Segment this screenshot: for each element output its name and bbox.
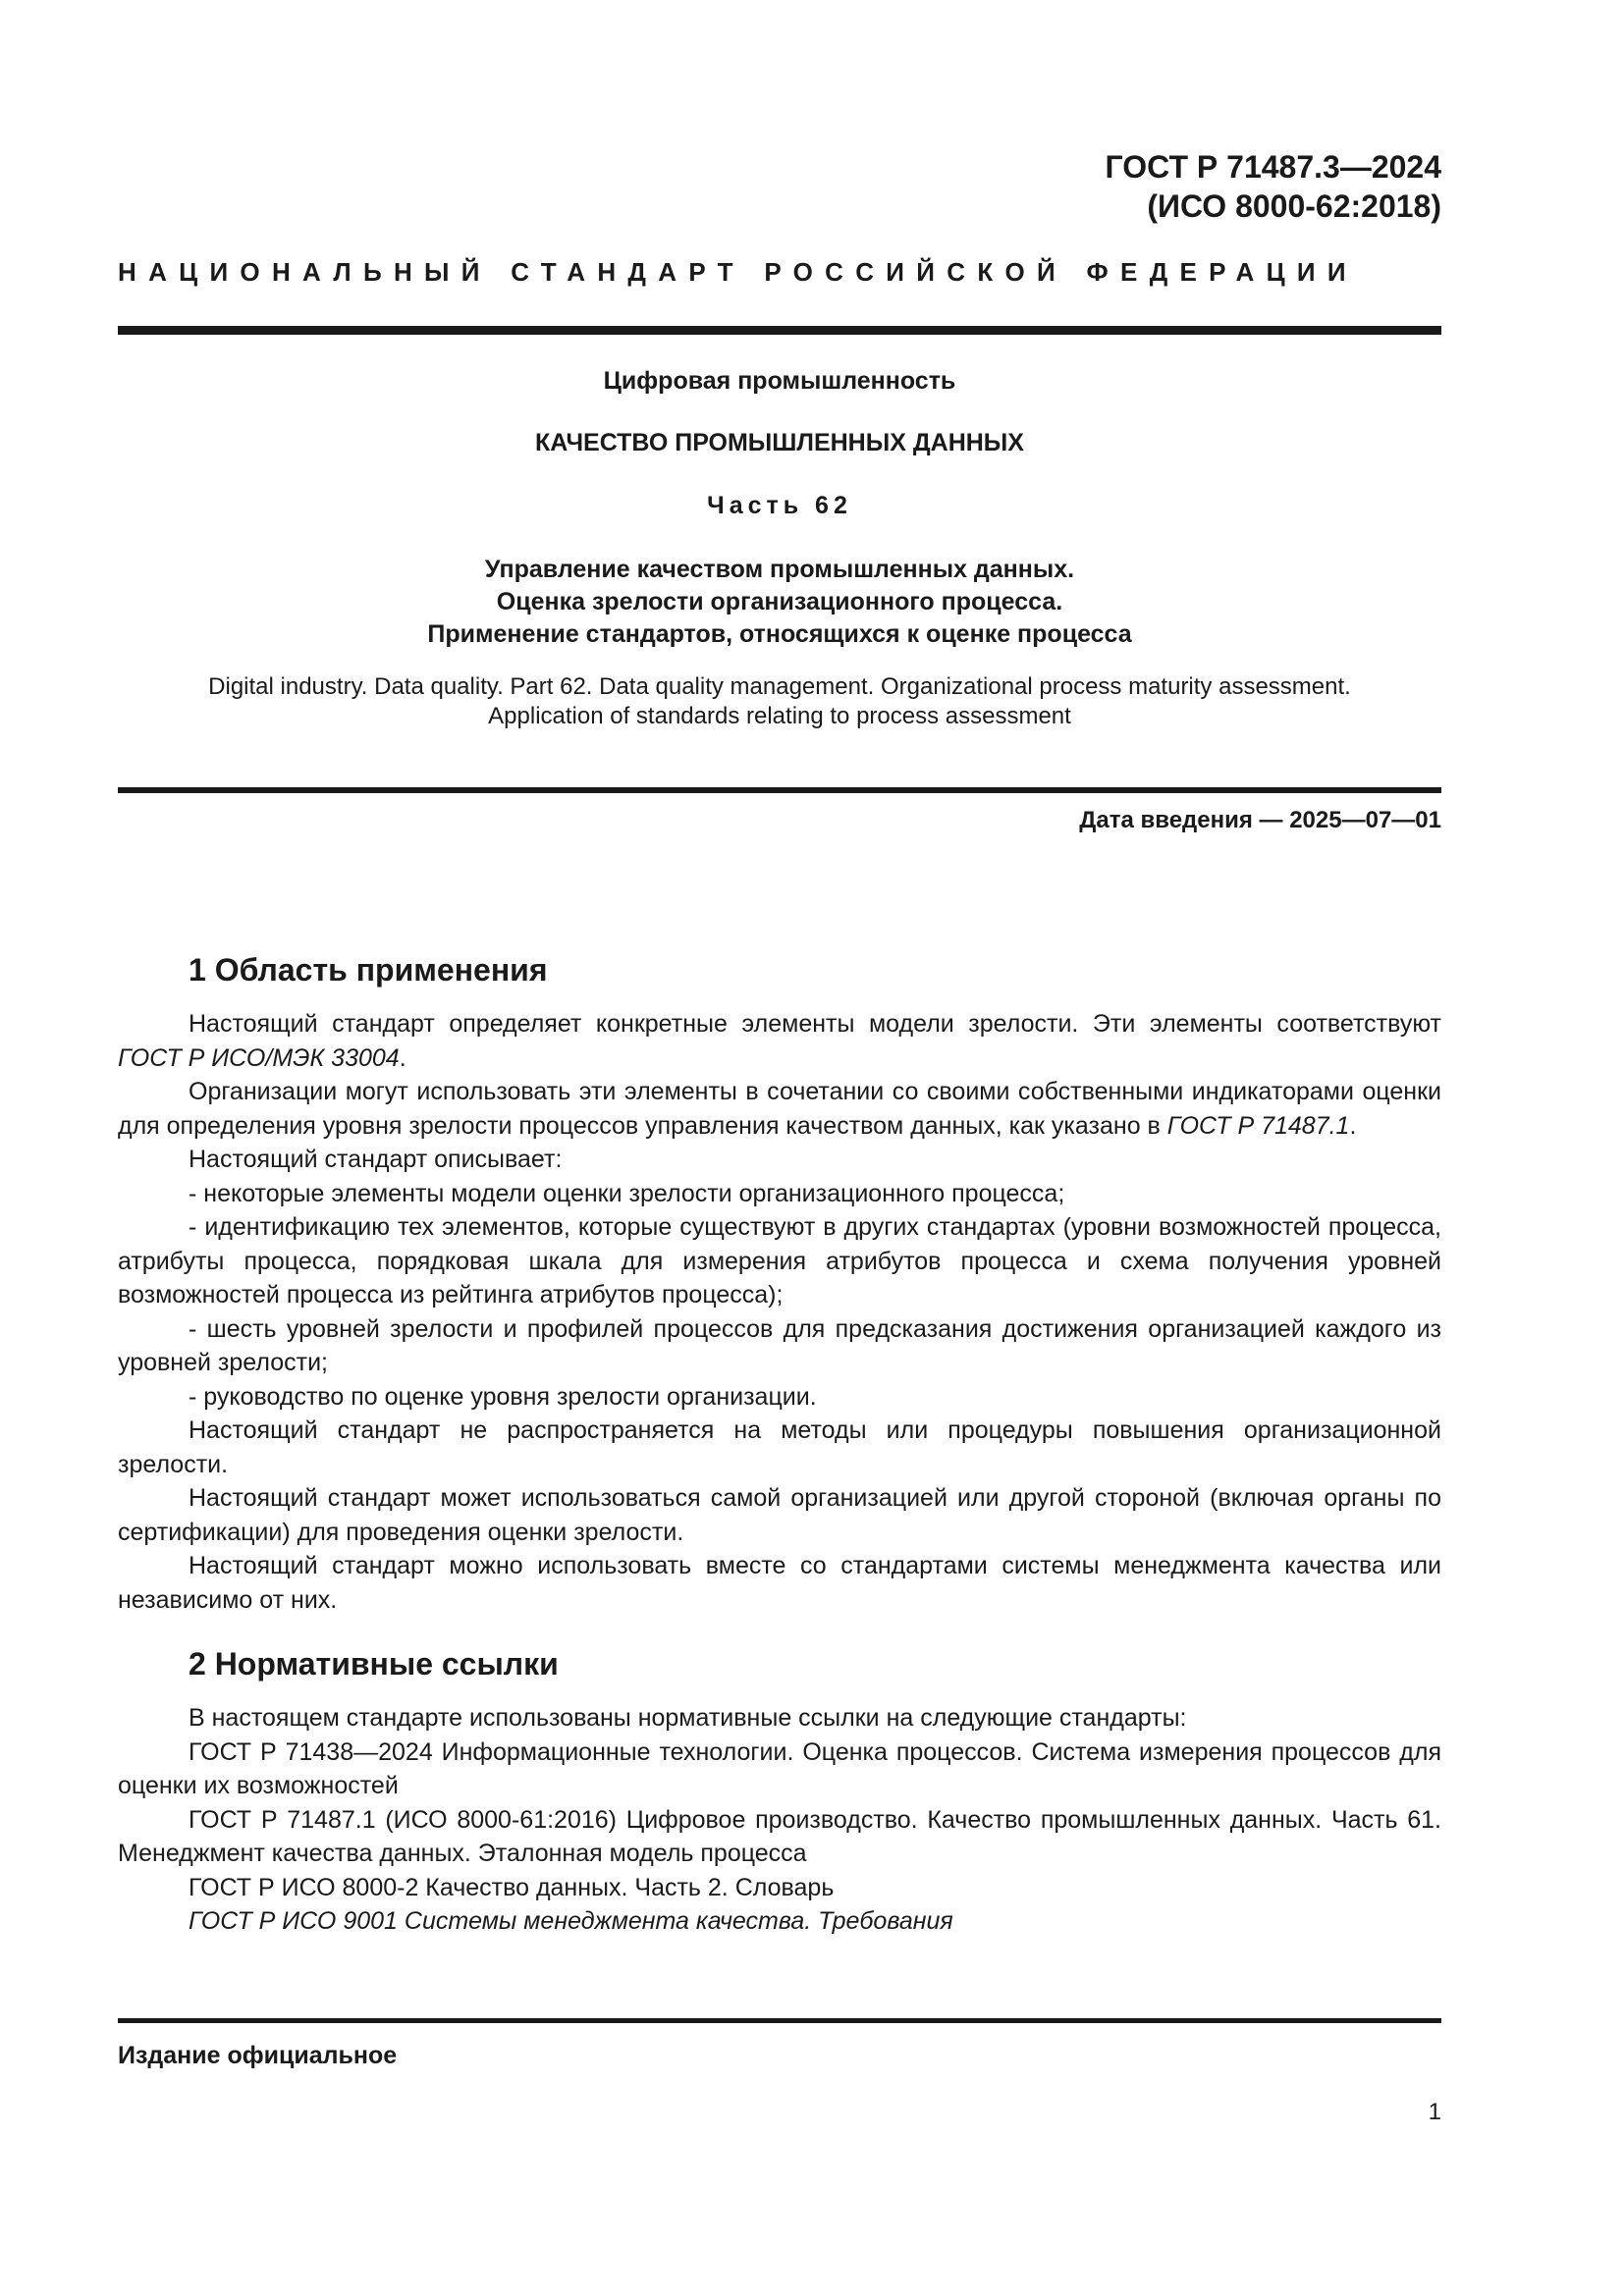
scope-paragraph-2	[118, 1075, 1441, 1143]
scope-paragraph-1	[118, 1007, 1441, 1075]
title-part: Часть 62	[707, 492, 852, 519]
scope-bullet-1: - некоторые элементы модели оценки зрелости организационного процесса;	[189, 1179, 1065, 1207]
scope-paragraph-1-text: Настоящий стандарт определяет конкретные элементы модели зрелости. Эти элементы соответствуют	[189, 1010, 1441, 1038]
document-identifier	[1106, 147, 1441, 226]
title-block	[118, 365, 1441, 731]
footer-divider	[118, 2018, 1441, 2023]
reference-item-4: ГОСТ Р ИСО 9001 Системы менеджмента качества. Требования	[189, 1907, 953, 1935]
document-body	[118, 950, 1441, 1939]
scope-paragraph-2-text: Организации могут использовать эти элементы в сочетании со своими собственными индикаторами оценки для определения уровня зрелости процессов управления качеством данных, как указано в	[118, 1078, 1441, 1140]
reference-item-1: ГОСТ Р 71438—2024 Информационные технологии. Оценка процессов. Система измерения процессов для оценки их возможностей	[118, 1737, 1441, 1799]
introduction-date: Дата введения — 2025—07—01	[1079, 807, 1441, 833]
english-title	[118, 672, 1441, 731]
scope-paragraph-6: Настоящий стандарт можно использовать вместе со стандартами системы менеджмента качества или независимо от них.	[118, 1552, 1441, 1614]
page-number: 1	[1428, 2099, 1441, 2125]
reference-gost-71487-1: ГОСТ Р 71487.1	[1166, 1111, 1350, 1140]
scope-paragraph-1-end: .	[399, 1043, 406, 1072]
official-edition-label: Издание официальное	[118, 2042, 398, 2069]
scope-paragraph-2-end: .	[1349, 1111, 1357, 1140]
scope-paragraph-5: Настоящий стандарт может использоваться самой организацией или другой стороной (включая органы по сертификации) для проведения оценки зрелости.	[118, 1484, 1441, 1546]
subtitle-line-1: Управление качеством промышленных данных.	[484, 556, 1075, 583]
reference-item-3: ГОСТ Р ИСО 8000-2 Качество данных. Часть 2. Словарь	[189, 1873, 835, 1901]
subtitle-line-2: Оценка зрелости организационного процесса.	[496, 588, 1063, 615]
reference-item-2: ГОСТ Р 71487.1 (ИСО 8000-61:2016) Цифровое производство. Качество промышленных данных. Часть 61. Менеджмент качества данных. Эталонная модель процесса	[118, 1805, 1441, 1867]
title-subtitle	[118, 554, 1441, 651]
iso-number: (ИСО 8000-62:2018)	[1147, 188, 1441, 224]
scope-bullet-4: - руководство по оценке уровня зрелости организации.	[189, 1382, 817, 1411]
scope-paragraph-4: Настоящий стандарт не распространяется на методы или процедуры повышения организационной зрелости.	[118, 1416, 1441, 1478]
section-2-heading: 2 Нормативные ссылки	[189, 1646, 559, 1682]
title-divider	[118, 787, 1441, 793]
doc-number: ГОСТ Р 71487.3—2024	[1105, 149, 1441, 185]
section-1-heading: 1 Область применения	[189, 952, 548, 988]
scope-paragraph-3: Настоящий стандарт описывает:	[189, 1146, 563, 1173]
title-main: Цифровая промышленность	[603, 367, 956, 395]
english-title-line-1: Digital industry. Data quality. Part 62. Data quality management. Organizational process maturity assessment.	[208, 673, 1351, 700]
references-intro: В настоящем стандарте использованы нормативные ссылки на следующие стандарты:	[189, 1704, 1187, 1732]
scope-bullet-3: - шесть уровней зрелости и профилей процессов для предсказания достижения организацией каждого из уровней зрелости;	[118, 1314, 1441, 1376]
national-standard-banner: НАЦИОНАЛЬНЫЙ СТАНДАРТ РОССИЙСКОЙ ФЕДЕРАЦИИ	[118, 257, 1358, 287]
english-title-line-2: Application of standards relating to process assessment	[488, 703, 1071, 729]
scope-bullet-2: - идентификацию тех элементов, которые существуют в других стандартах (уровни возможностей процесса, атрибуты процесса, порядковая шкала для измерения атрибутов процесса и схема получения уровней возможностей процесса из рейтинга атрибутов процесса);	[118, 1213, 1441, 1308]
subtitle-line-3: Применение стандартов, относящихся к оценке процесса	[427, 620, 1132, 648]
title-subject: КАЧЕСТВО ПРОМЫШЛЕННЫХ ДАННЫХ	[535, 429, 1024, 456]
top-divider	[118, 326, 1441, 335]
reference-gost-33004: ГОСТ Р ИСО/МЭК 33004	[118, 1043, 400, 1072]
